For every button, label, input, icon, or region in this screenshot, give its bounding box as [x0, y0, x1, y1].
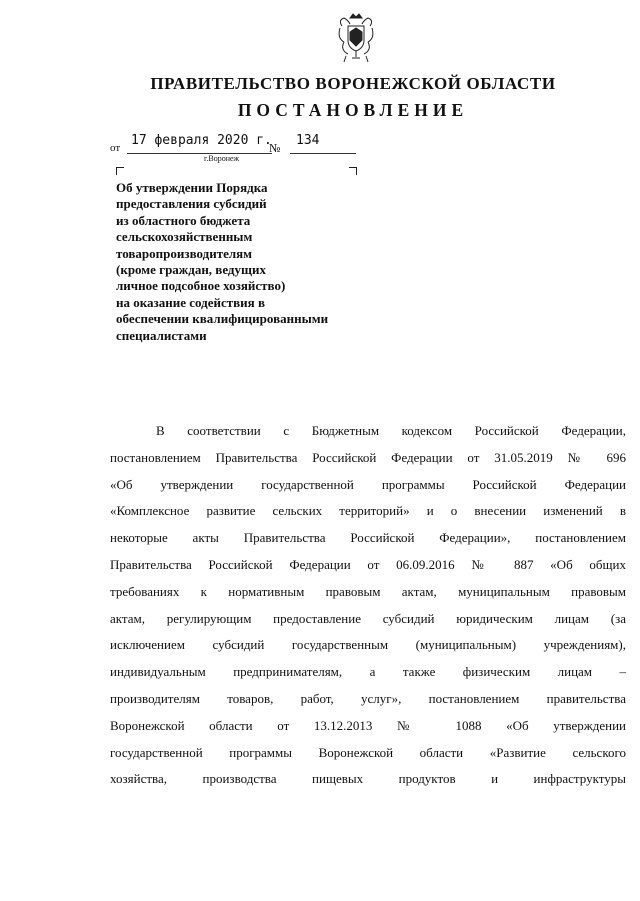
document-number: 134 [296, 133, 320, 148]
body-line: постановлением Правительства Российской Федерации от 31.05.2019 № 696 [110, 449, 626, 465]
subject-line: товаропроизводителям [116, 245, 253, 261]
subject-line: сельскохозяйственным [116, 229, 253, 245]
body-line: производителям товаров, работ, услуг», постановлением правительства [110, 690, 626, 706]
document-subject [116, 180, 376, 344]
city: г.Воронеж [204, 154, 240, 163]
subject-line: из областного бюджета [116, 212, 251, 228]
body-line: Правительства Российской Федерации от 06.09.2016 № 887 «Об общих [110, 556, 626, 572]
body-line: индивидуальным предпринимателям, а также физическим лицам – [110, 664, 626, 680]
government-title: ПРАВИТЕЛЬСТВО ВОРОНЕЖСКОЙ ОБЛАСТИ [150, 74, 556, 93]
subject-line: обеспечении квалифицированными [116, 311, 329, 327]
number-underline [290, 153, 356, 154]
coat-of-arms-icon [336, 12, 376, 66]
body-line: Воронежской области от 13.12.2013 № 1088 «Об утверждении [110, 717, 626, 733]
number-label: № [269, 141, 281, 155]
body-line: В соответствии с Бюджетным кодексом Российской Федерации, [156, 423, 626, 438]
body-line: исключением субсидий государственным (муниципальным) учреждениям), [110, 637, 626, 653]
subject-line: специалистами [116, 327, 207, 343]
subject-line: (кроме граждан, ведущих [116, 262, 266, 278]
body-line: «Комплексное развитие сельских территорий» и о внесении изменений в [110, 503, 626, 519]
document-date: 17 февраля 2020 г. [131, 133, 272, 148]
subject-line: личное подсобное хозяйство) [116, 278, 286, 294]
subject-bracket-right [349, 167, 357, 175]
date-underline [127, 153, 272, 154]
subject-line: на оказание содействия в [116, 294, 265, 310]
document-body [110, 418, 626, 793]
body-line: хозяйства, производства пищевых продуктов и инфраструктуры [110, 771, 626, 787]
from-label: от [110, 142, 121, 154]
body-line: государственной программы Воронежской области «Развитие сельского [110, 744, 626, 760]
document-type: ПОСТАНОВЛЕНИЕ [237, 100, 469, 120]
body-line: актам, регулирующим предоставление субсидий юридическим лицам (за [110, 610, 626, 626]
subject-line: предоставления субсидий [116, 196, 267, 212]
body-line: некоторые акты Правительства Российской Федерации», постановлением [110, 530, 626, 546]
body-line: требованиях к нормативным правовым актам, муниципальным правовым [110, 583, 626, 599]
subject-bracket-left [116, 167, 124, 175]
body-line: «Об утверждении государственной программы Российской Федерации [110, 476, 626, 492]
subject-line: Об утверждении Порядка [116, 180, 268, 195]
